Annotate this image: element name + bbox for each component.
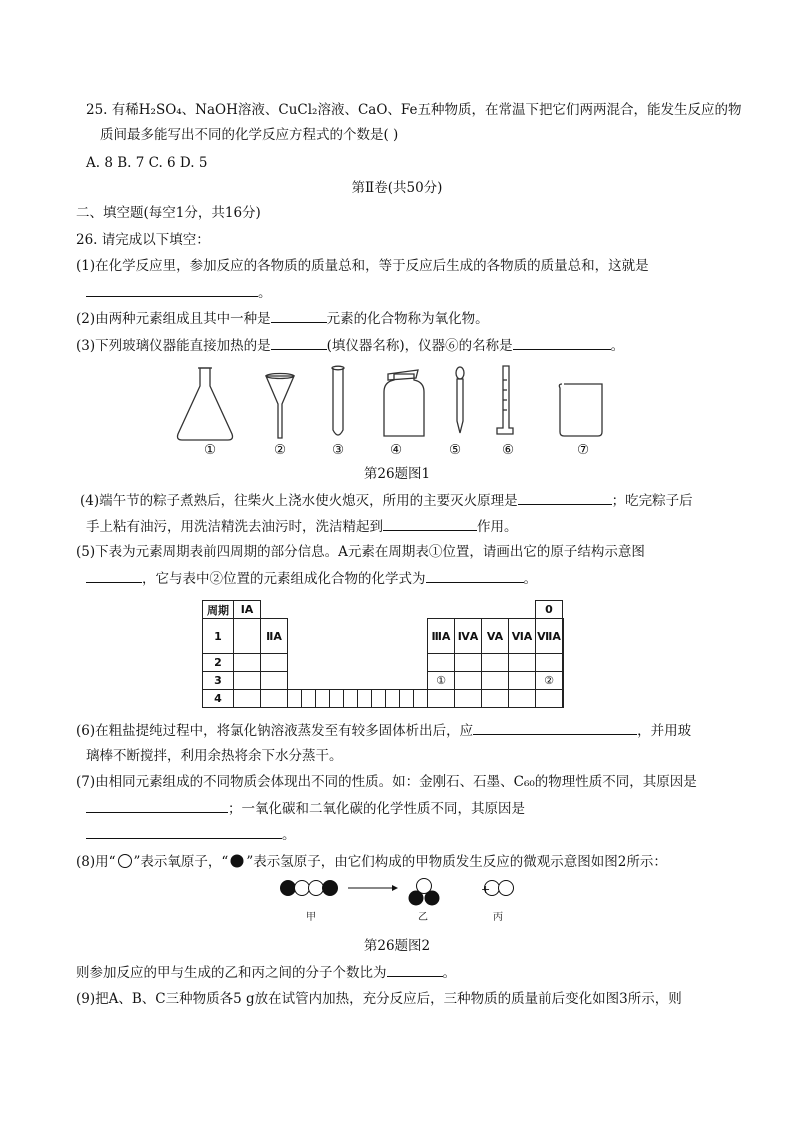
fig1-caption: 第26题图1 — [363, 466, 431, 482]
q25-line2: 质间最多能写出不同的化学反应方程式的个数是( ) — [100, 127, 399, 143]
q25-options: A. 8 B. 7 C. 6 D. 5 — [86, 155, 208, 171]
answer-blank[interactable] — [383, 516, 477, 531]
q26-p4-line2: 手上粘有油污，用洗洁精洗去油污时，洗洁精起到 作用。 — [86, 516, 518, 537]
beaker-icon — [559, 384, 602, 436]
fig1-label: ⑥ — [501, 442, 515, 458]
fig1-label: ① — [203, 442, 217, 458]
fig2-caption: 第26题图2 — [363, 938, 431, 954]
q26-p4-line1: (4)端午节的粽子煮熟后，往柴火上浇水使火熄灭，所用的主要灭火原理是 ；吃完粽子后 — [80, 490, 693, 511]
section-title: 第Ⅱ卷(共50分) — [351, 180, 443, 196]
answer-blank[interactable] — [518, 490, 612, 505]
period-3: 3 — [203, 672, 234, 690]
group-0: 0 — [536, 601, 563, 619]
q26-p3: (3)下列玻璃仪器能直接加热的是 (填仪器名称)，仪器⑥的名称是 。 — [76, 335, 624, 356]
period-header: 周期 — [203, 601, 234, 619]
answer-blank[interactable] — [271, 308, 327, 323]
group-1a: ⅠA — [234, 601, 261, 619]
dropper-icon — [456, 367, 464, 433]
fig1-label: ⑦ — [576, 442, 590, 458]
molecule-jia-icon — [281, 881, 338, 896]
group-3a: ⅢA — [428, 619, 455, 654]
q26-intro: 26. 请完成以下填空： — [76, 232, 210, 248]
q26-p1-text: (1)在化学反应里，参加反应的各物质的质量总和，等于反应后生成的各物质的质量总和，这就是 — [76, 258, 649, 274]
q26-p9: (9)把A、B、C三种物质各5 g放在试管内加热，充分反应后，三种物质的质量前后变化如图3所示，则 — [76, 991, 682, 1007]
period-4: 4 — [203, 690, 234, 708]
q26-p6-line1: (6)在粗盐提纯过程中，将氯化钠溶液蒸发至有较多固体析出后，应 ，并用玻 — [76, 720, 691, 741]
answer-blank[interactable] — [86, 824, 282, 839]
q26-p8-line2: 则参加反应的甲与生成的乙和丙之间的分子个数比为 。 — [76, 962, 456, 983]
fig1-label: ② — [273, 442, 287, 458]
q26-p5-line1: (5)下表为元素周期表前四周期的部分信息。A元素在周期表①位置，请画出它的原子结构示意图 — [76, 544, 645, 560]
plus-sign: + — [481, 883, 491, 896]
test-tube-icon — [332, 366, 344, 435]
q26-p1-blank-line: 。 — [86, 282, 272, 303]
group-2a: ⅡA — [261, 619, 288, 654]
label-yi: 乙 — [418, 912, 428, 923]
answer-blank[interactable] — [86, 798, 228, 813]
q26-p5-line2: ，它与表中②位置的元素组成化合物的化学式为 。 — [86, 568, 537, 589]
position-2-mark: ② — [536, 672, 563, 690]
group-4a: ⅣA — [455, 619, 482, 654]
answer-blank[interactable] — [86, 568, 142, 583]
answer-blank[interactable] — [473, 720, 637, 735]
q26-p6-line2: 璃棒不断搅拌，利用余热将余下水分蒸干。 — [86, 748, 343, 764]
period-1: 1 — [203, 619, 234, 654]
answer-blank[interactable] — [271, 335, 327, 350]
fig1-label: ④ — [389, 442, 403, 458]
hydrogen-atom-icon — [228, 854, 246, 868]
q26-p8-line1: (8)用“ ”表示氧原子，“ ”表示氢原子，由它们构成的甲物质发生反应的微观示意图如图2所示： — [76, 854, 667, 870]
period-2: 2 — [203, 654, 234, 672]
answer-blank[interactable] — [387, 962, 443, 977]
funnel-icon — [266, 374, 294, 439]
reagent-bottle-icon — [384, 370, 424, 436]
group-7a: ⅦA — [536, 619, 563, 654]
answer-blank[interactable] — [513, 335, 611, 350]
q26-p2: (2)由两种元素组成且其中一种是 元素的化合物称为氧化物。 — [76, 308, 489, 329]
conical-flask-icon — [178, 368, 233, 440]
graduated-cylinder-icon — [497, 366, 513, 434]
fig1-label: ③ — [331, 442, 345, 458]
q26-p7-line3: 。 — [86, 824, 296, 845]
group-5a: VA — [482, 619, 509, 654]
answer-blank[interactable] — [86, 282, 258, 297]
group-6a: ⅥA — [509, 619, 536, 654]
section-heading: 二、填空题(每空1分，共16分) — [76, 205, 261, 221]
q25-line1: 25. 有稀H₂SO₄、NaOH溶液、CuCl₂溶液、CaO、Fe五种物质，在常温下把它们两两混合，能发生反应的物 — [86, 102, 742, 118]
label-bing: 丙 — [493, 912, 503, 923]
answer-blank[interactable] — [426, 568, 524, 583]
arrow-icon — [348, 885, 398, 891]
fig1-label: ⑤ — [448, 442, 462, 458]
oxygen-atom-icon — [116, 854, 134, 868]
molecule-yi-icon — [409, 879, 439, 906]
periodic-table — [202, 600, 564, 708]
label-jia: 甲 — [306, 912, 316, 923]
q26-p7-line2: ；一氧化碳和二氧化碳的化学性质不同，其原因是 — [86, 798, 525, 819]
q26-p7-line1: (7)由相同元素组成的不同物质会体现出不同的性质。如：金刚石、石墨、C₆₀的物理性质不同，其原因是 — [76, 774, 697, 790]
position-1-mark: ① — [428, 672, 455, 690]
